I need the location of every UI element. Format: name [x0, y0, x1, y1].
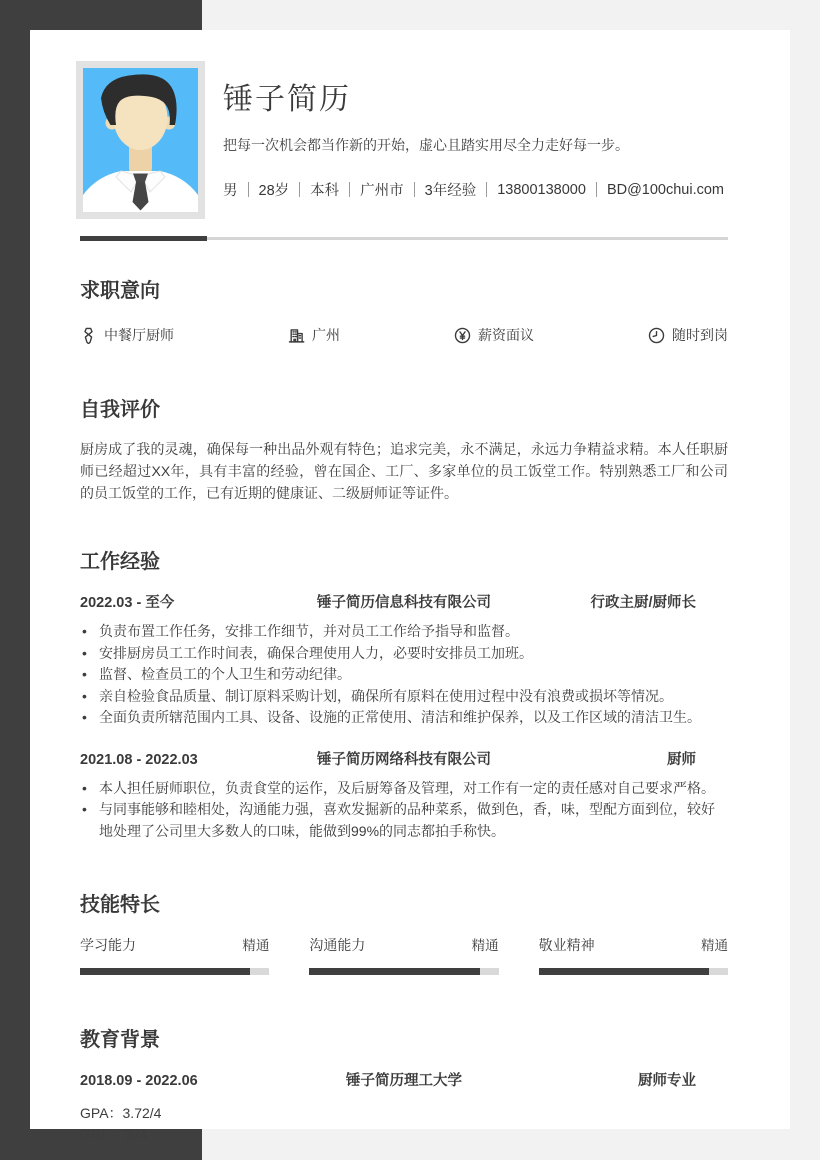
candidate-name: 锤子简历	[223, 83, 351, 116]
basic-info-line	[223, 179, 724, 200]
education-school: 锤子简历理工大学	[346, 1073, 462, 1089]
info-gender: 男	[223, 183, 238, 199]
job-bullet-list	[80, 621, 728, 729]
intent-salary	[454, 325, 534, 345]
intent-label: 广州	[312, 327, 340, 343]
skill-bar-track	[539, 968, 728, 975]
section-title-skills: 技能特长	[80, 894, 160, 916]
section-title-job-intention: 求职意向	[80, 280, 160, 302]
self-evaluation-text: 厨房成了我的灵魂，确保每一种出品外观有特色；追求完美，永不满足，永远力争精益求精。本人任职厨师已经超过XX年，具有丰富的经验，曾在国企、工厂、多家单位的员工饭堂工作。特别熟悉工厂和公司的员工饭堂的工作，已有近期的健康证、二级厨师证等证件。	[80, 441, 728, 501]
job-company: 锤子简历信息科技有限公司	[317, 595, 491, 611]
skill-level: 精通	[700, 938, 728, 953]
job-entry	[80, 748, 728, 843]
section-title-education: 教育背景	[80, 1029, 160, 1051]
info-separator	[486, 182, 487, 197]
job-bullet: • 监督、检查员工的个人卫生和劳动纪律。	[80, 664, 728, 686]
building-icon	[288, 327, 305, 344]
skill-bar-fill	[309, 968, 479, 975]
info-separator	[596, 182, 597, 197]
info-degree: 本科	[310, 183, 340, 199]
info-separator	[299, 182, 300, 197]
info-separator	[248, 182, 249, 197]
skill-bar-track	[80, 968, 269, 975]
job-company: 锤子简历网络科技有限公司	[317, 751, 491, 768]
job-bullet: • 全面负责所辖范围内工具、设备、设施的正常使用、清洁和维护保养，以及工作区域的清洁卫生。	[80, 707, 728, 729]
job-period: 2021.08 - 2022.03	[80, 751, 198, 768]
info-separator	[349, 182, 350, 197]
skill-bar-track	[309, 968, 498, 975]
skill-name: 沟通能力	[309, 937, 366, 953]
job-bullet: • 负责布置工作任务，安排工作细节，并对员工工作给予指导和监督。	[80, 621, 728, 643]
info-experience: 3年经验	[424, 183, 477, 199]
info-age: 28岁	[258, 183, 290, 199]
info-separator	[414, 182, 415, 197]
header-text	[223, 61, 724, 219]
section-skills	[80, 888, 728, 975]
education-gpa: GPA：3.72/4	[80, 1105, 162, 1121]
education-major: 厨师专业	[638, 1073, 696, 1089]
salary-icon	[454, 327, 471, 344]
education-gre: GRE：324	[80, 1126, 148, 1142]
skill-item	[309, 934, 498, 975]
clock-icon	[648, 327, 665, 344]
intent-city	[288, 325, 340, 345]
job-bullet: • 亲自检验食品质量、制订原料采购计划，确保所有原料在使用过程中没有浪费或损坏等情况。	[80, 686, 728, 708]
candidate-tagline: 把每一次机会都当作新的开始，虚心且踏实用尽全力走好每一步。	[223, 137, 629, 153]
job-bullet: • 与同事能够和睦相处，沟通能力强，喜欢发掘新的品种菜系，做到色，香，味，型配方面到位，较好地处理了公司里大多数人的口味，能做到99%的同志都拍手称快。	[80, 799, 728, 842]
section-title-work-experience: 工作经验	[80, 551, 160, 573]
divider-light-segment	[207, 237, 728, 240]
intent-label: 随时到岗	[672, 327, 728, 343]
section-job-intention	[80, 274, 728, 345]
job-header-row	[80, 748, 728, 769]
resume-paper	[30, 30, 790, 1142]
intent-label: 中餐厅厨师	[104, 327, 174, 343]
skill-bar-fill	[80, 968, 250, 975]
education-period: 2018.09 - 2022.06	[80, 1073, 198, 1089]
education-header-row	[80, 1069, 728, 1090]
section-work-experience	[80, 545, 728, 842]
skill-bar-fill	[539, 968, 709, 975]
job-period: 2022.03 - 至今	[80, 595, 175, 611]
info-city: 广州市	[360, 183, 404, 199]
resume-header	[80, 61, 728, 219]
header-divider	[80, 236, 728, 241]
divider-accent-segment	[80, 236, 207, 241]
job-header-row	[80, 591, 728, 612]
info-phone: 13800138000	[497, 181, 586, 198]
job-entry	[80, 591, 728, 729]
job-role: 厨师	[667, 751, 696, 768]
intent-availability	[648, 325, 728, 345]
job-role: 行政主厨/厨师长	[590, 595, 696, 611]
job-bullet: • 本人担任厨师职位，负责食堂的运作，及后厨筹备及管理，对工作有一定的责任感对自己要求严格。	[80, 778, 728, 800]
skill-item	[80, 934, 269, 975]
intent-target-position	[80, 325, 174, 345]
job-bullet: • 安排厨房员工工作时间表，确保合理使用人力，必要时安排员工加班。	[80, 643, 728, 665]
section-self-evaluation	[80, 393, 728, 504]
section-title-self-evaluation: 自我评价	[80, 399, 160, 421]
intent-label: 薪资面议	[478, 327, 534, 343]
skill-item	[539, 934, 728, 975]
skill-level: 精通	[471, 938, 499, 953]
skills-row	[80, 934, 728, 975]
info-email: BD@100chui.com	[606, 181, 725, 198]
profile-photo	[76, 61, 205, 219]
tie-icon	[80, 327, 97, 344]
skill-name: 敬业精神	[538, 937, 595, 953]
job-intention-row	[80, 325, 728, 345]
skill-name: 学习能力	[80, 937, 136, 953]
job-bullet-list	[80, 778, 728, 843]
section-education	[80, 1023, 728, 1145]
skill-level: 精通	[242, 938, 270, 953]
avatar-illustration	[83, 68, 198, 212]
